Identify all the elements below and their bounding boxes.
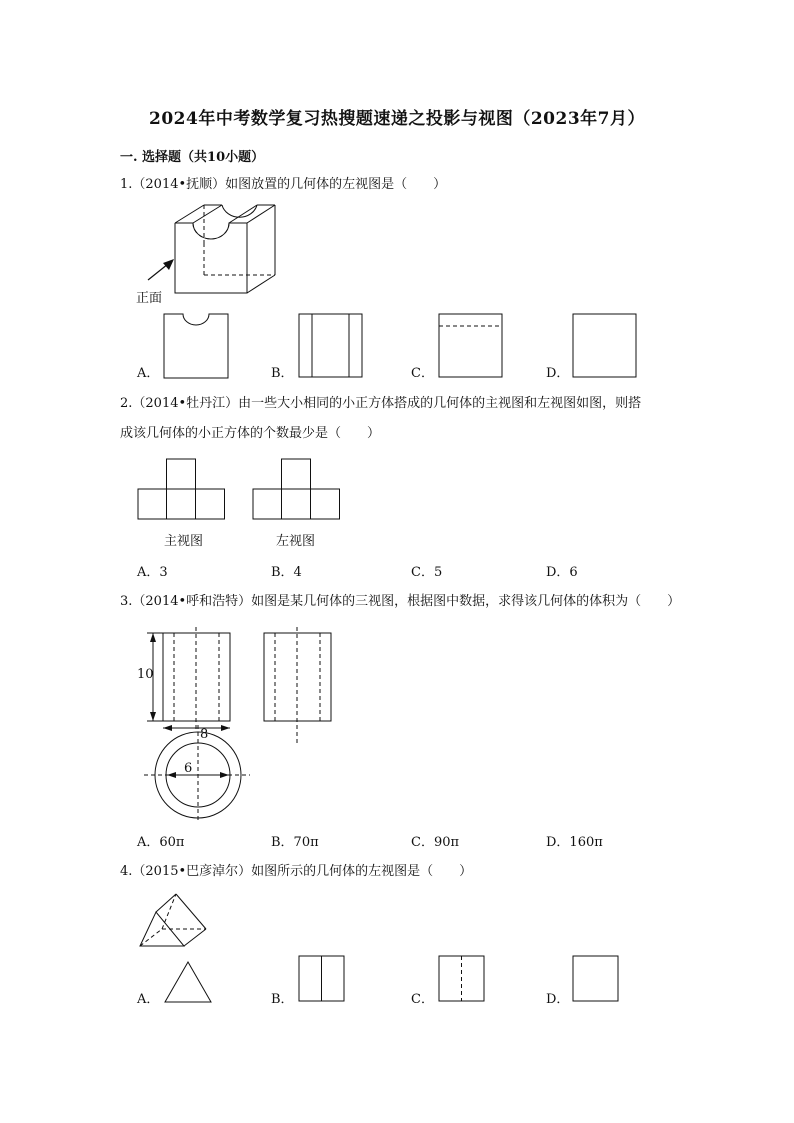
- q4-prism-figure: [136, 890, 216, 950]
- q1-option-c-figure: [438, 313, 504, 379]
- question-text-line1: （2014•牡丹江）由一些大小相同的小正方体搭成的几何体的主视图和左视图如图，则搭: [132, 396, 642, 411]
- q2-left-view: [252, 458, 342, 520]
- q2-front-view: [137, 458, 227, 520]
- q2-option-a[interactable]: A．3: [137, 565, 168, 580]
- q2-option-b[interactable]: B．4: [271, 565, 302, 580]
- q4-option-b-figure: [298, 955, 346, 1003]
- page-title: 2024年中考数学复习热搜题速递之投影与视图（2023年7月）: [149, 109, 645, 129]
- q1-option-d[interactable]: D．: [546, 366, 570, 381]
- question-2: [120, 389, 700, 449]
- question-3: [120, 587, 700, 617]
- question-number: 2.: [120, 396, 133, 411]
- q1-option-c[interactable]: C．: [411, 366, 434, 381]
- question-1: [120, 170, 690, 200]
- q1-option-d-figure: [572, 313, 638, 379]
- question-text: （2014•呼和浩特）如图是某几何体的三视图，根据图中数据，求得该几何体的体积为（ ）: [132, 594, 681, 609]
- q4-option-a[interactable]: A．: [137, 992, 160, 1007]
- q2-option-d[interactable]: D．6: [546, 565, 578, 580]
- left-view-label: 左视图: [276, 534, 316, 549]
- q1-option-b[interactable]: B．: [271, 366, 294, 381]
- q3-three-views: [130, 625, 360, 825]
- q4-option-c-figure: [438, 955, 486, 1003]
- q3-option-a[interactable]: A．60π: [137, 835, 185, 850]
- question-number: 1.: [120, 177, 133, 192]
- q1-option-a[interactable]: A．: [137, 366, 160, 381]
- question-number: 3.: [120, 594, 133, 609]
- front-view-label: 主视图: [164, 534, 204, 549]
- q3-option-d[interactable]: D．160π: [546, 835, 603, 850]
- q3-option-c[interactable]: C．90π: [411, 835, 460, 850]
- q4-option-d[interactable]: D．: [546, 992, 570, 1007]
- question-number: 4.: [120, 864, 133, 879]
- dim-height-label: 10: [137, 667, 154, 682]
- question-text: （2015•巴彦淖尔）如图所示的几何体的左视图是（ ）: [132, 864, 473, 879]
- q4-option-d-figure: [572, 955, 620, 1003]
- q4-option-c[interactable]: C．: [411, 992, 434, 1007]
- q3-option-b[interactable]: B．70π: [271, 835, 319, 850]
- q4-option-a-figure: [163, 960, 213, 1005]
- question-text-line2: 成该几何体的小正方体的个数最少是（ ）: [120, 426, 381, 441]
- q1-option-b-figure: [298, 313, 364, 379]
- dim-outer-label: 8: [200, 727, 209, 742]
- section-heading: 一. 选择题（共10小题）: [120, 150, 265, 165]
- question-text: （2014•抚顺）如图放置的几何体的左视图是（ ）: [132, 177, 447, 192]
- dim-inner-label: 6: [184, 761, 193, 776]
- q4-option-b[interactable]: B．: [271, 992, 294, 1007]
- q1-option-a-figure: [163, 313, 229, 379]
- q2-option-c[interactable]: C．5: [411, 565, 443, 580]
- question-4: [120, 857, 700, 887]
- front-label: 正面: [136, 291, 163, 306]
